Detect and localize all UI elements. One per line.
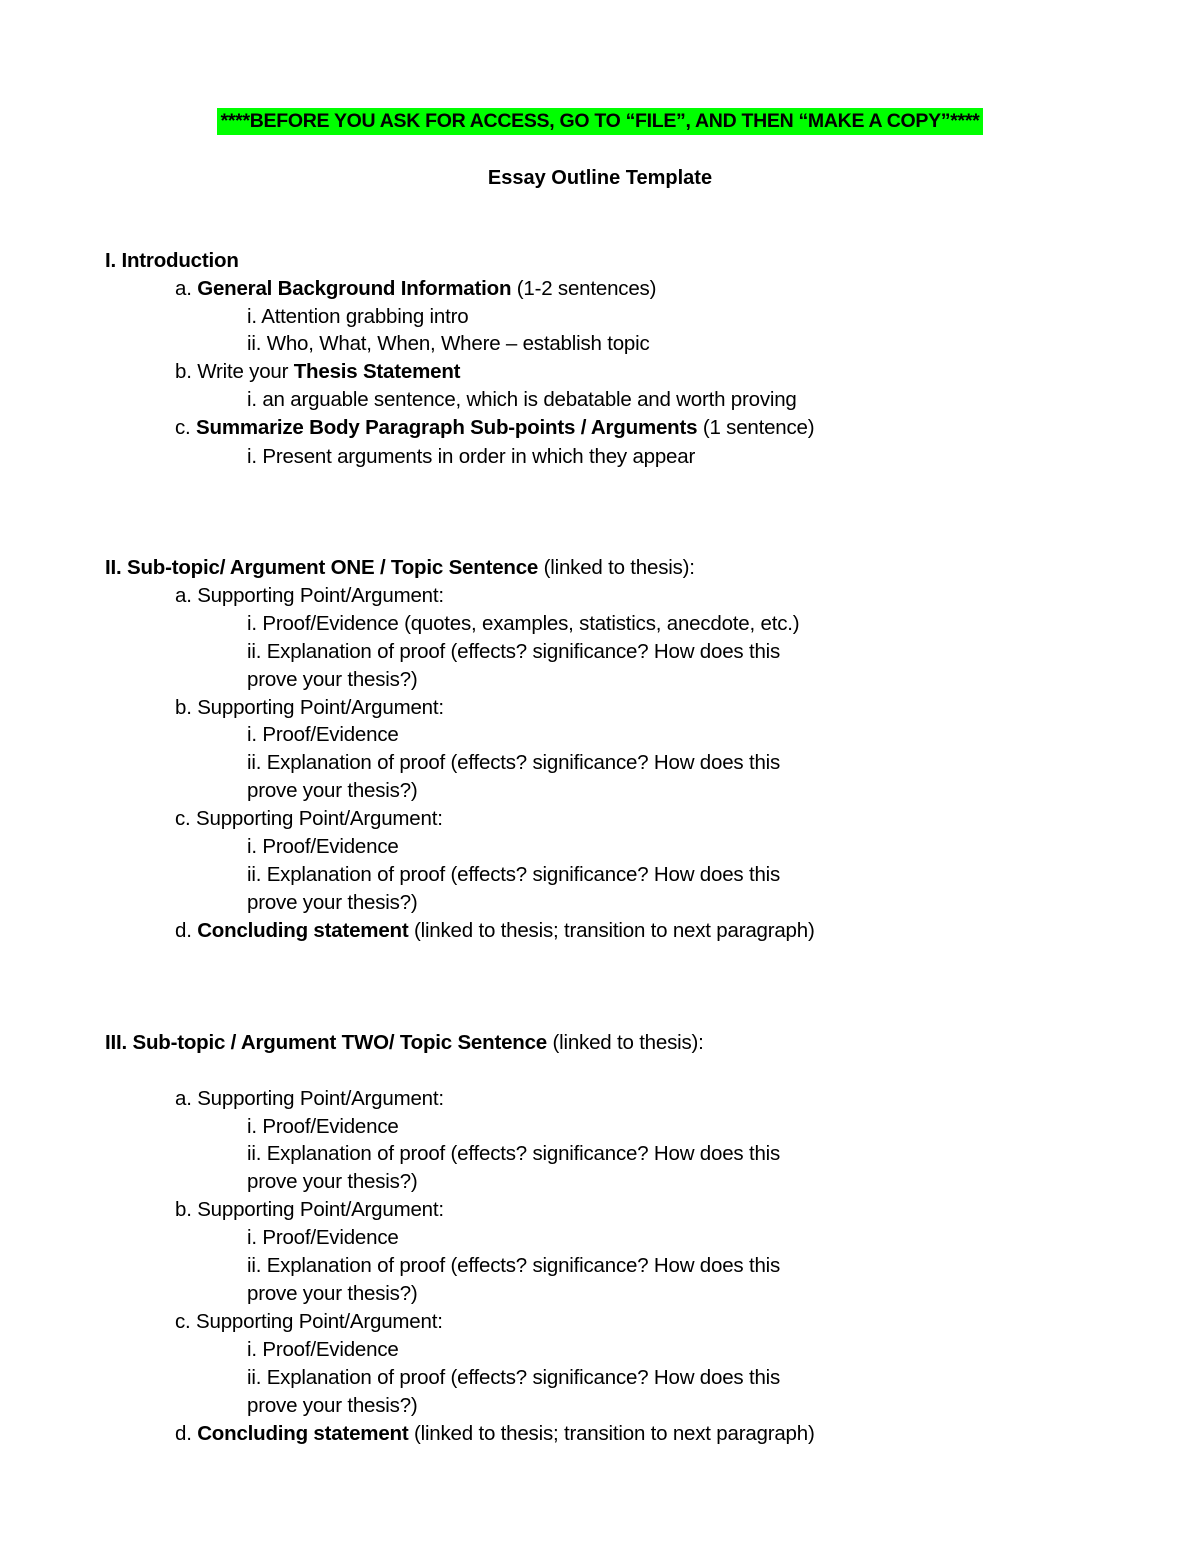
outline-item-concluding xyxy=(175,918,815,944)
heading-text: (linked to thesis): xyxy=(547,1031,704,1054)
outline-item: b. Supporting Point/Argument: xyxy=(175,1198,444,1221)
outline-subitem: i. Present arguments in order in which they appear xyxy=(247,445,696,468)
outline-item xyxy=(175,415,814,441)
heading-bold: III. Sub-topic / Argument TWO/ Topic Sentence xyxy=(105,1031,548,1054)
section-heading-argument-one xyxy=(105,555,695,581)
document-title: Essay Outline Template xyxy=(487,167,713,189)
outline-item-concluding xyxy=(175,1421,815,1447)
item-marker: d. xyxy=(175,1422,198,1445)
copy-instruction-banner: ****BEFORE YOU ASK FOR ACCESS, GO TO “FILE”, AND THEN “MAKE A COPY”**** xyxy=(217,108,984,135)
outline-subitem: ii. Explanation of proof (effects? significance? How does this xyxy=(247,863,781,886)
item-marker: a. xyxy=(175,277,192,300)
item-bold-label: Concluding statement xyxy=(197,919,409,942)
item-marker: d. xyxy=(175,919,198,942)
item-marker: c. xyxy=(175,416,191,439)
outline-subitem-continuation: prove your thesis?) xyxy=(247,891,418,914)
outline-subitem-continuation: prove your thesis?) xyxy=(247,779,418,802)
item-text: (linked to thesis; transition to next paragraph) xyxy=(408,1422,815,1445)
item-bold-label: Summarize Body Paragraph Sub-points / Arguments xyxy=(196,416,698,439)
outline-subitem: ii. Explanation of proof (effects? significance? How does this xyxy=(247,751,781,774)
outline-subitem: i. Proof/Evidence xyxy=(247,1115,399,1138)
outline-item: b. Supporting Point/Argument: xyxy=(175,696,444,719)
item-text: b. Write your xyxy=(175,360,294,383)
outline-subitem: i. Proof/Evidence xyxy=(247,723,399,746)
outline-subitem: ii. Explanation of proof (effects? significance? How does this xyxy=(247,1366,781,1389)
outline-subitem: i. an arguable sentence, which is debatable and worth proving xyxy=(247,388,797,411)
outline-subitem-continuation: prove your thesis?) xyxy=(247,668,418,691)
outline-subitem: ii. Who, What, When, Where – establish topic xyxy=(247,332,650,355)
item-bold-label: Concluding statement xyxy=(197,1422,409,1445)
outline-subitem: ii. Explanation of proof (effects? significance? How does this xyxy=(247,640,781,663)
heading-bold: II. Sub-topic/ Argument ONE / Topic Sentence xyxy=(105,556,539,579)
outline-item xyxy=(175,359,460,385)
outline-item: a. Supporting Point/Argument: xyxy=(175,584,444,607)
outline-subitem: i. Proof/Evidence (quotes, examples, statistics, anecdote, etc.) xyxy=(247,612,800,635)
outline-subitem: ii. Explanation of proof (effects? significance? How does this xyxy=(247,1142,781,1165)
section-heading-introduction: I. Introduction xyxy=(105,249,239,272)
outline-item xyxy=(175,276,656,302)
outline-subitem: i. Proof/Evidence xyxy=(247,1338,399,1361)
outline-subitem: ii. Explanation of proof (effects? significance? How does this xyxy=(247,1254,781,1277)
item-text: (1-2 sentences) xyxy=(511,277,657,300)
outline-subitem-continuation: prove your thesis?) xyxy=(247,1394,418,1417)
outline-subitem: i. Proof/Evidence xyxy=(247,835,399,858)
outline-subitem: i. Proof/Evidence xyxy=(247,1226,399,1249)
outline-item: a. Supporting Point/Argument: xyxy=(175,1087,444,1110)
outline-subitem: i. Attention grabbing intro xyxy=(247,305,469,328)
item-text: (1 sentence) xyxy=(697,416,815,439)
outline-subitem-continuation: prove your thesis?) xyxy=(247,1170,418,1193)
section-heading-argument-two xyxy=(105,1030,704,1056)
banner-row xyxy=(0,108,1200,135)
outline-item: c. Supporting Point/Argument: xyxy=(175,807,443,830)
item-bold-label: Thesis Statement xyxy=(293,360,461,383)
item-bold-label: General Background Information xyxy=(197,277,512,300)
outline-subitem-continuation: prove your thesis?) xyxy=(247,1282,418,1305)
item-text: (linked to thesis; transition to next paragraph) xyxy=(408,919,815,942)
outline-item: c. Supporting Point/Argument: xyxy=(175,1310,443,1333)
heading-text: (linked to thesis): xyxy=(538,556,695,579)
